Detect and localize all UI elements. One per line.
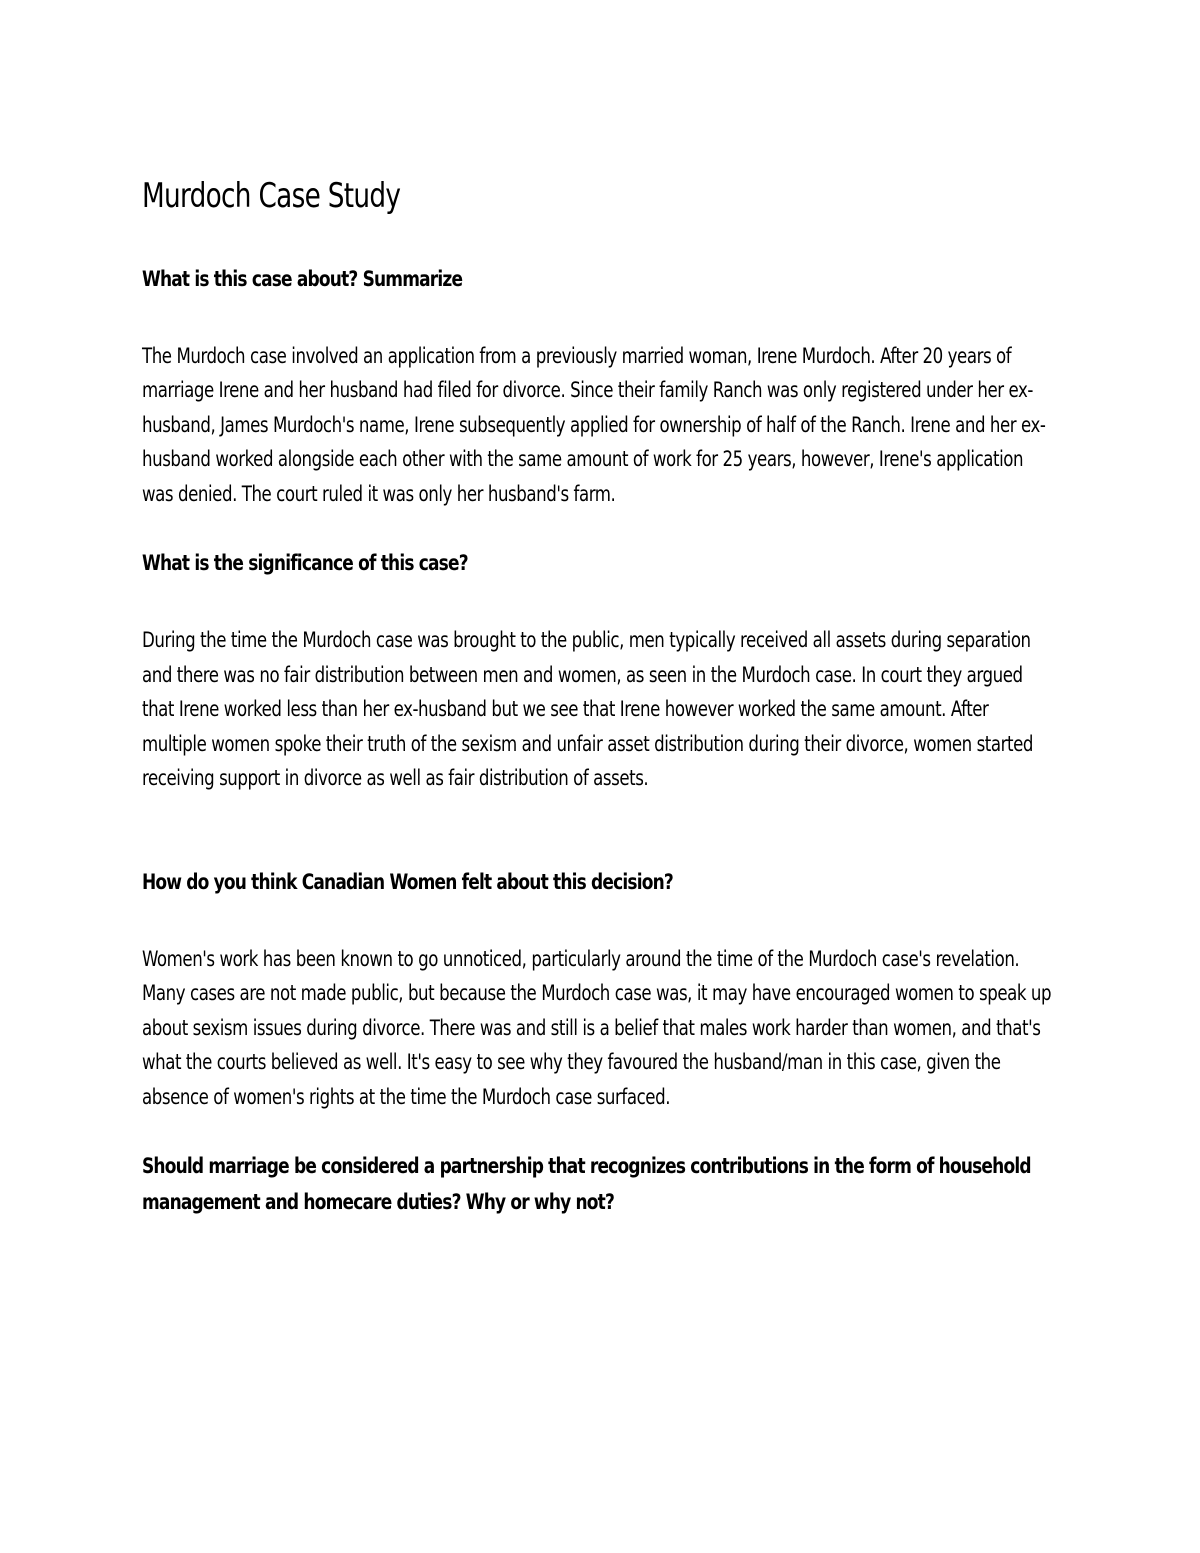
question-heading: Should marriage be considered a partnership that recognizes contributions in the form of household management and homecare duties? Why or why not? (142, 1154, 1031, 1215)
question-heading: What is this case about? Summarize (142, 266, 463, 291)
question-heading: How do you think Canadian Women felt about this decision? (142, 869, 673, 894)
answer-paragraph: The Murdoch case involved an application from a previously married woman, Irene Murdoch. After 20 years of marriage Irene and her husband had filed for divorce. Since their family Ranch was only registered under her ex-husband, James Murdoch's name, Irene subsequently applied for ownership of half of the Ranch. Irene and her ex-husband worked alongside each other with the same amount of work for 25 years, however, Irene's application was denied. The court ruled it was only her husband's farm. (142, 343, 1046, 506)
answer-paragraph: Women's work has been known to go unnoticed, particularly around the time of the Murdoch case's revelation. Many cases are not made public, but because the Murdoch case was, it may have encouraged women to speak up about sexism issues during divorce. There was and still is a belief that males work harder than women, and that's what the courts believed as well. It's easy to see why they favoured the husband/man in this case, given the absence of women's rights at the time the Murdoch case surfaced. (142, 946, 1052, 1109)
document-body (142, 176, 1062, 1220)
question-heading: What is the significance of this case? (142, 551, 468, 576)
document-title: Murdoch Case Study (142, 176, 401, 216)
answer-paragraph: During the time the Murdoch case was brought to the public, men typically received all assets during separation and there was no fair distribution between men and women, as seen in the Murdoch case. In court they argued that Irene worked less than her ex-husband but we see that Irene however worked the same amount. After multiple women spoke their truth of the sexism and unfair asset distribution during their divorce, women started receiving support in divorce as well as fair distribution of assets. (142, 628, 1034, 791)
